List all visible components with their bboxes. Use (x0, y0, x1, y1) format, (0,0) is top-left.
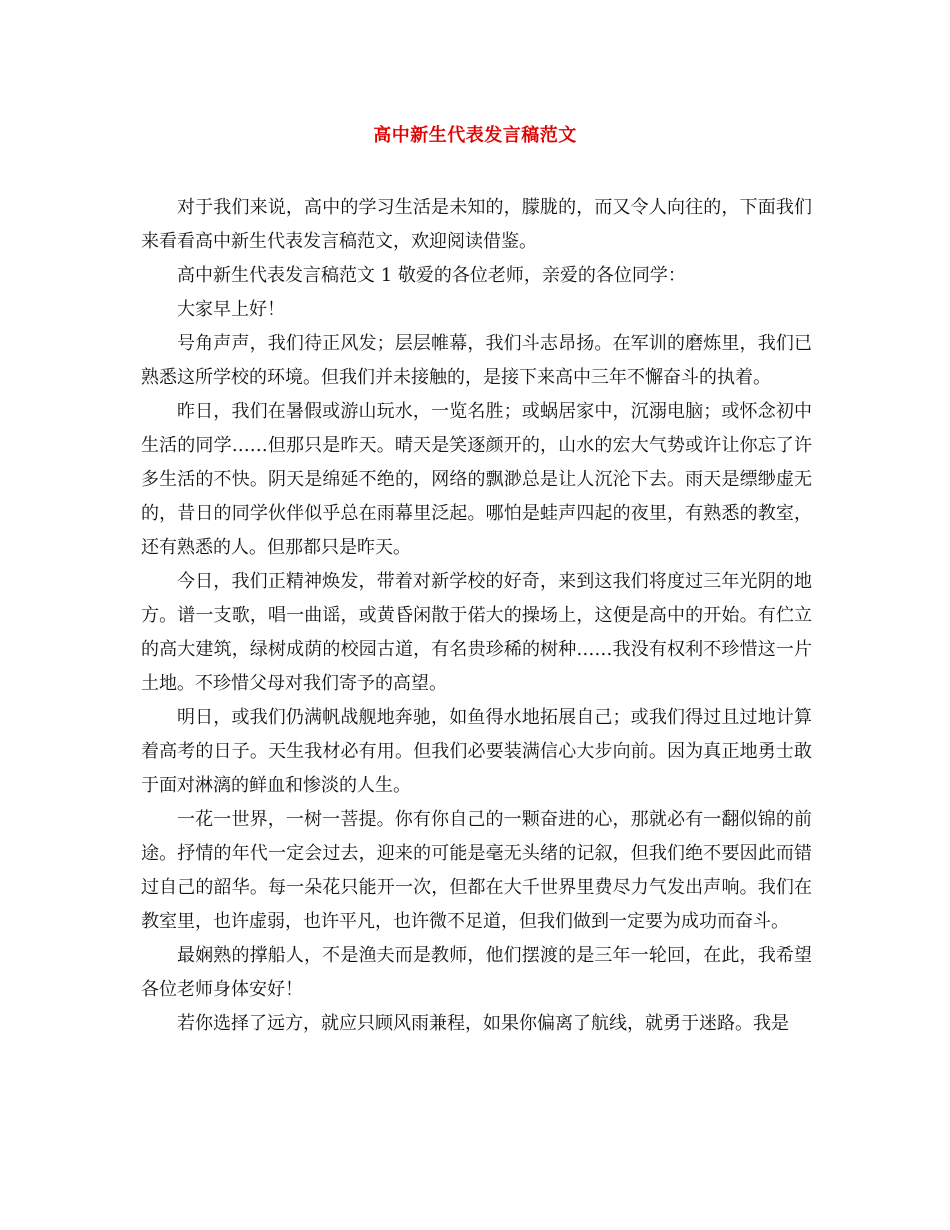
paragraph-body: 今日，我们正精神焕发，带着对新学校的好奇，来到这我们将度过三年光阴的地方。谱一支歌，唱一曲谣，或黄昏闲散于偌大的操场上，这便是高中的开始。有伫立的高大建筑，绿树成荫的校园古道，有名贵珍稀的树种……我没有权利不珍惜这一片土地。不珍惜父母对我们寄予的高望。 (141, 571, 812, 694)
paragraph-intro: 对于我们来说，高中的学习生活是未知的，朦胧的，而又令人向往的，下面我们来看看高中新生代表发言稿范文，欢迎阅读借鉴。 (141, 197, 812, 252)
paragraph-body: 昨日，我们在暑假或游山玩水，一览名胜；或蜗居家中，沉溺电脑；或怀念初中生活的同学……但那只是昨天。晴天是笑逐颜开的，山水的宏大气势或许让你忘了许多生活的不快。阴天是绵延不绝的，网络的飘渺总是让人沉沦下去。雨天是缥缈虚无的，昔日的同学伙伴似乎总在雨幕里泛起。哪怕是蛙声四起的夜里，有熟悉的教室，还有熟悉的人。但那都只是昨天。 (141, 401, 812, 558)
document-title: 高中新生代表发言稿范文 (373, 125, 577, 146)
paragraph-body: 若你选择了远方，就应只顾风雨兼程，如果你偏离了航线，就勇于迷路。我是 (177, 1013, 789, 1034)
paragraph-body: 号角声声，我们待正风发；层层帷幕，我们斗志昂扬。在军训的磨炼里，我们已熟悉这所学校的环境。但我们并未接触的，是接下来高中三年不懈奋斗的执着。 (141, 333, 812, 388)
paragraph-body: 一花一世界，一树一菩提。你有你自己的一颗奋进的心，那就必有一翻似锦的前途。抒情的年代一定会过去，迎来的可能是毫无头绪的记叙，但我们绝不要因此而错过自己的韶华。每一朵花只能开一次，但都在大千世界里费尽力气发出声响。我们在教室里，也许虚弱，也许平凡，也许微不足道，但我们做到一定要为成功而奋斗。 (141, 809, 812, 932)
document-body (141, 191, 812, 1041)
paragraph-body: 明日，或我们仍满帆战舰地奔驰，如鱼得水地拓展自己；或我们得过且过地计算着高考的日子。天生我材必有用。但我们必要装满信心大步向前。因为真正地勇士敢于面对淋漓的鲜血和惨淡的人生。 (141, 707, 812, 796)
paragraph-greeting: 大家早上好！ (177, 299, 285, 320)
paragraph-body: 最娴熟的撑船人，不是渔夫而是教师，他们摆渡的是三年一轮回，在此，我希望各位老师身体安好！ (141, 945, 812, 1000)
paragraph-salutation: 高中新生代表发言稿范文 1 敬爱的各位老师，亲爱的各位同学： (177, 265, 686, 286)
